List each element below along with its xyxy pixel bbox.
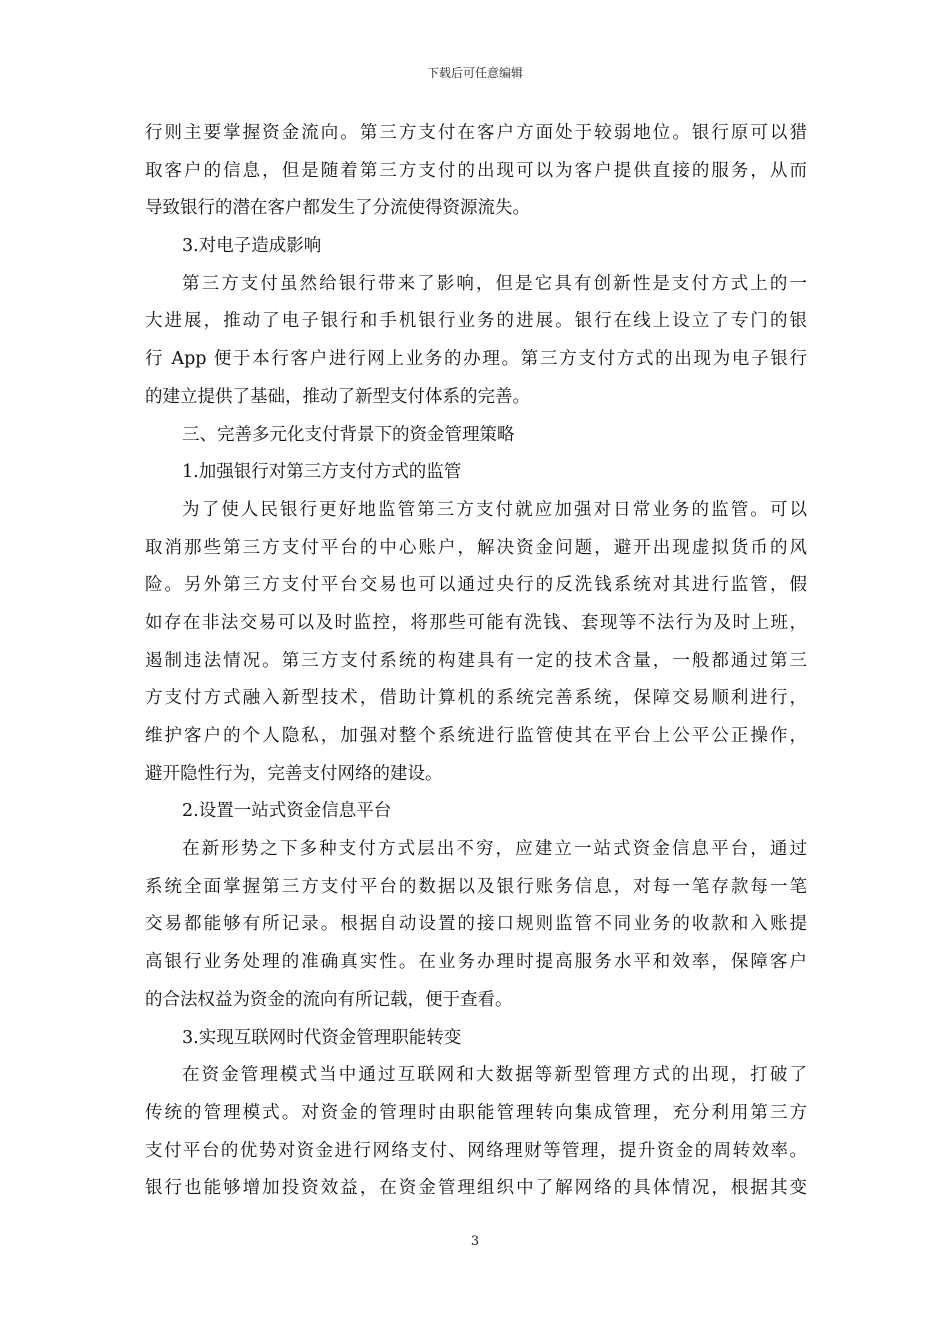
text-line: 遏制违法情况。第三方支付系统的构建具有一定的技术含量，一般都通过第三 bbox=[145, 650, 807, 671]
text-line: 在新形势之下多种支付方式层出不穷，应建立一站式资金信息平台，通过 bbox=[182, 839, 807, 860]
text-line: 3.对电子造成影响 bbox=[182, 236, 322, 257]
text-line: 如存在非法交易可以及时监控，将那些可能有洗钱、套现等不法行为及时上班， bbox=[145, 612, 807, 633]
text-line: 避开隐性行为，完善支付网络的建设。 bbox=[145, 763, 443, 784]
text-line: 方支付方式融入新型技术，借助计算机的系统完善系统，保障交易顺利进行， bbox=[145, 688, 807, 709]
text-line: 为了使人民银行更好地监管第三方支付就应加强对日常业务的监管。可以 bbox=[182, 499, 807, 520]
text-line: 大进展，推动了电子银行和手机银行业务的进展。银行在线上设立了专门的银 bbox=[145, 311, 807, 332]
text-line: 行 App 便于本行客户进行网上业务的办理。第三方支付方式的出现为电子银行 bbox=[145, 349, 807, 370]
text-line: 1.加强银行对第三方支付方式的监管 bbox=[182, 462, 462, 483]
text-line: 险。另外第三方支付平台交易也可以通过央行的反洗钱系统对其进行监管，假 bbox=[145, 575, 807, 596]
text-line: 取消那些第三方支付平台的中心账户，解决资金问题，避开出现虚拟货币的风 bbox=[145, 537, 807, 558]
document-body bbox=[145, 115, 807, 1208]
text-line: 导致银行的潜在客户都发生了分流使得资源流失。 bbox=[145, 198, 530, 219]
text-line: 2.设置一站式资金信息平台 bbox=[182, 801, 392, 822]
text-line: 系统全面掌握第三方支付平台的数据以及银行账务信息，对每一笔存款每一笔 bbox=[145, 876, 807, 897]
text-line: 三、完善多元化支付背景下的资金管理策略 bbox=[182, 424, 515, 445]
text-line: 的合法权益为资金的流向有所记载，便于查看。 bbox=[145, 989, 513, 1010]
text-line: 在资金管理模式当中通过互联网和大数据等新型管理方式的出现，打破了 bbox=[182, 1065, 807, 1086]
text-line: 的建立提供了基础，推动了新型支付体系的完善。 bbox=[145, 386, 530, 407]
text-line: 第三方支付虽然给银行带来了影响，但是它具有创新性是支付方式上的一 bbox=[182, 273, 807, 294]
text-line: 行则主要掌握资金流向。第三方支付在客户方面处于较弱地位。银行原可以猎 bbox=[145, 123, 807, 143]
text-line: 高银行业务处理的准确真实性。在业务办理时提高服务水平和效率，保障客户 bbox=[145, 952, 807, 973]
text-line: 维护客户的个人隐私，加强对整个系统进行监管使其在平台上公平公正操作， bbox=[145, 726, 807, 746]
text-line: 3.实现互联网时代资金管理职能转变 bbox=[182, 1027, 462, 1048]
text-line: 交易都能够有所记录。根据自动设置的接口规则监管不同业务的收款和入账提 bbox=[145, 914, 807, 935]
text-line: 银行也能够增加投资效益，在资金管理组织中了解网络的具体情况，根据其变 bbox=[145, 1178, 807, 1199]
page-number: 3 bbox=[470, 1234, 480, 1249]
text-line: 传统的管理模式。对资金的管理时由职能管理转向集成管理，充分利用第三方 bbox=[145, 1102, 807, 1123]
text-line: 支付平台的优势对资金进行网络支付、网络理财等管理，提升资金的周转效率。 bbox=[145, 1140, 807, 1161]
page-header: 下载后可任意编辑 bbox=[426, 66, 523, 80]
text-line: 取客户的信息，但是随着第三方支付的出现可以为客户提供直接的服务，从而 bbox=[145, 160, 807, 181]
